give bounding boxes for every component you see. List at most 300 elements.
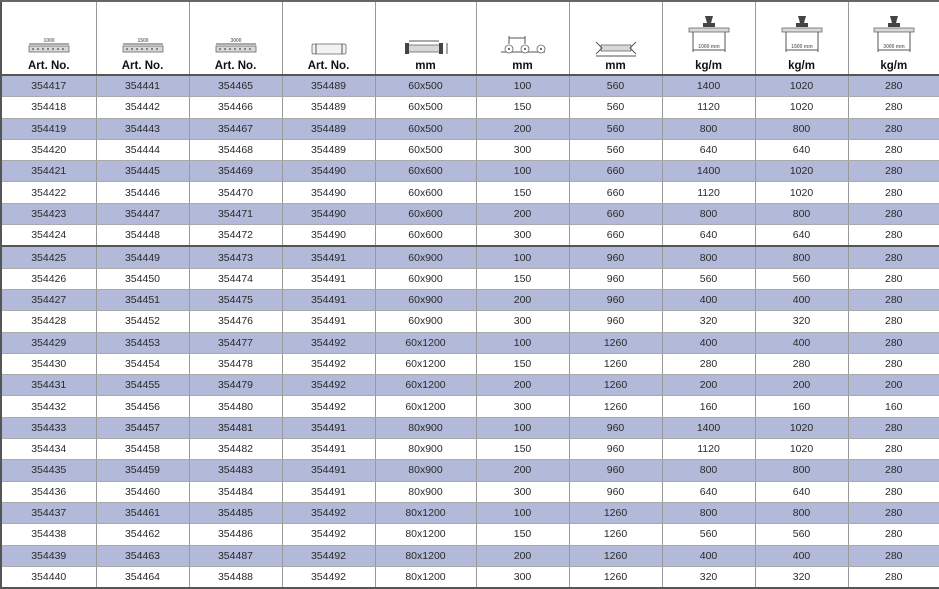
table-cell: 60x900: [375, 311, 476, 332]
table-row: [1, 375, 939, 396]
table-cell: 640: [755, 225, 848, 247]
table-cell: 1120: [662, 182, 755, 203]
table-cell: 300: [476, 225, 569, 247]
table-row: [1, 246, 939, 268]
table-cell: 354481: [189, 417, 282, 438]
table-cell: 280: [755, 353, 848, 374]
table-cell: 560: [755, 524, 848, 545]
svg-text:1500 mm: 1500 mm: [791, 44, 813, 50]
table-cell: 354483: [189, 460, 282, 481]
table-cell: 354490: [282, 182, 375, 203]
table-cell: 280: [848, 566, 939, 588]
table-cell: 280: [848, 439, 939, 460]
table-cell: 354487: [189, 545, 282, 566]
table-cell: 1260: [569, 375, 662, 396]
column-label: Art. No.: [2, 60, 96, 74]
table-cell: 354437: [1, 502, 96, 523]
table-cell: 354459: [96, 460, 189, 481]
table-cell: 1260: [569, 545, 662, 566]
profile-end-cap-icon: [307, 36, 351, 58]
table-cell: 354444: [96, 139, 189, 160]
table-cell: 354491: [282, 417, 375, 438]
table-cell: 280: [848, 353, 939, 374]
table-row: [1, 332, 939, 353]
table-cell: 354492: [282, 396, 375, 417]
table-cell: 354492: [282, 524, 375, 545]
table-cell: 280: [848, 545, 939, 566]
table-cell: 354429: [1, 332, 96, 353]
table-cell: 200: [848, 375, 939, 396]
table-cell: 200: [476, 375, 569, 396]
table-cell: 354479: [189, 375, 282, 396]
table-cell: 354489: [282, 97, 375, 118]
table-cell: 960: [569, 289, 662, 310]
table-row: [1, 97, 939, 118]
table-cell: 80x1200: [375, 502, 476, 523]
header-col-art-no-1000: [1, 1, 96, 75]
table-cell: 560: [662, 268, 755, 289]
table-cell: 354420: [1, 139, 96, 160]
table-cell: 354465: [189, 75, 282, 97]
column-label: kg/m: [663, 60, 755, 74]
table-cell: 60x900: [375, 268, 476, 289]
table-cell: 354457: [96, 417, 189, 438]
table-cell: 354419: [1, 118, 96, 139]
header-col-art-no-3000: [189, 1, 282, 75]
table-cell: 354484: [189, 481, 282, 502]
table-cell: 354448: [96, 225, 189, 247]
table-cell: 354442: [96, 97, 189, 118]
table-cell: 320: [662, 566, 755, 588]
table-cell: 660: [569, 225, 662, 247]
table-cell: 354424: [1, 225, 96, 247]
table-cell: 354474: [189, 268, 282, 289]
table-cell: 280: [848, 332, 939, 353]
table-row: [1, 460, 939, 481]
table-cell: 354492: [282, 502, 375, 523]
table-cell: 354417: [1, 75, 96, 97]
table-cell: 354491: [282, 289, 375, 310]
table-cell: 100: [476, 332, 569, 353]
table-cell: 354425: [1, 246, 96, 268]
table-cell: 60x1200: [375, 396, 476, 417]
table-cell: 354492: [282, 545, 375, 566]
table-cell: 60x500: [375, 75, 476, 97]
table-cell: 300: [476, 139, 569, 160]
table-cell: 354491: [282, 246, 375, 268]
table-cell: 60x900: [375, 289, 476, 310]
table-cell: 354423: [1, 203, 96, 224]
table-row: [1, 75, 939, 97]
table-cell: 354450: [96, 268, 189, 289]
table-cell: 354468: [189, 139, 282, 160]
table-cell: 354443: [96, 118, 189, 139]
table-cell: 300: [476, 481, 569, 502]
table-cell: 354447: [96, 203, 189, 224]
table-row: [1, 417, 939, 438]
table-cell: 1020: [755, 417, 848, 438]
table-cell: 1260: [569, 353, 662, 374]
column-label: Art. No.: [190, 60, 282, 74]
table-cell: 640: [755, 481, 848, 502]
table-cell: 354489: [282, 75, 375, 97]
load-3000-icon: [870, 14, 918, 58]
table-cell: 354445: [96, 161, 189, 182]
table-cell: 354428: [1, 311, 96, 332]
table-cell: 1260: [569, 396, 662, 417]
table-cell: 354490: [282, 225, 375, 247]
table-row: [1, 353, 939, 374]
table-cell: 280: [848, 139, 939, 160]
table-cell: 200: [476, 118, 569, 139]
table-cell: 200: [662, 375, 755, 396]
table-cell: 354490: [282, 203, 375, 224]
table-cell: 800: [662, 460, 755, 481]
table-cell: 60x600: [375, 203, 476, 224]
table-cell: 354491: [282, 481, 375, 502]
table-row: [1, 311, 939, 332]
header-row: [1, 1, 939, 75]
table-cell: 960: [569, 439, 662, 460]
table-cell: 60x1200: [375, 332, 476, 353]
table-cell: 354446: [96, 182, 189, 203]
table-cell: 354470: [189, 182, 282, 203]
table-cell: 354436: [1, 481, 96, 502]
table-cell: 60x1200: [375, 353, 476, 374]
table-cell: 354455: [96, 375, 189, 396]
table-cell: 280: [848, 289, 939, 310]
table-cell: 800: [755, 203, 848, 224]
table-cell: 354440: [1, 566, 96, 588]
table-row: [1, 439, 939, 460]
table-cell: 1260: [569, 524, 662, 545]
table-cell: 354467: [189, 118, 282, 139]
column-label: mm: [570, 60, 662, 74]
table-cell: 400: [755, 289, 848, 310]
table-cell: 354441: [96, 75, 189, 97]
table-row: [1, 203, 939, 224]
table-cell: 60x500: [375, 139, 476, 160]
table-row: [1, 161, 939, 182]
table-cell: 280: [848, 246, 939, 268]
table-cell: 280: [848, 203, 939, 224]
table-cell: 354477: [189, 332, 282, 353]
table-cell: 354488: [189, 566, 282, 588]
table-cell: 354439: [1, 545, 96, 566]
table-cell: 960: [569, 268, 662, 289]
table-cell: 150: [476, 97, 569, 118]
table-cell: 1020: [755, 439, 848, 460]
table-cell: 560: [569, 97, 662, 118]
table-row: [1, 481, 939, 502]
table-cell: 354489: [282, 118, 375, 139]
table-cell: 560: [755, 268, 848, 289]
table-cell: 560: [569, 75, 662, 97]
table-cell: 800: [662, 118, 755, 139]
table-cell: 354492: [282, 353, 375, 374]
table-cell: 354478: [189, 353, 282, 374]
table-cell: 300: [476, 566, 569, 588]
table-cell: 800: [755, 246, 848, 268]
table-cell: 354426: [1, 268, 96, 289]
table-cell: 354491: [282, 311, 375, 332]
rail-1000-icon: [27, 36, 71, 58]
table-cell: 960: [569, 311, 662, 332]
table-cell: 100: [476, 502, 569, 523]
table-cell: 354492: [282, 566, 375, 588]
table-cell: 354462: [96, 524, 189, 545]
table-cell: 354449: [96, 246, 189, 268]
table-cell: 1020: [755, 75, 848, 97]
table-cell: 80x900: [375, 417, 476, 438]
table-cell: 354491: [282, 268, 375, 289]
table-cell: 354451: [96, 289, 189, 310]
load-1000-icon: [685, 14, 733, 58]
table-cell: 354427: [1, 289, 96, 310]
table-cell: 354486: [189, 524, 282, 545]
table-cell: 560: [569, 118, 662, 139]
table-cell: 354452: [96, 311, 189, 332]
table-cell: 80x900: [375, 439, 476, 460]
table-cell: 1260: [569, 566, 662, 588]
table-cell: 160: [755, 396, 848, 417]
table-cell: 280: [848, 225, 939, 247]
table-cell: 280: [848, 268, 939, 289]
table-row: [1, 545, 939, 566]
table-cell: 200: [755, 375, 848, 396]
header-col-art-no-profile: [282, 1, 375, 75]
table-cell: 280: [848, 161, 939, 182]
table-cell: 150: [476, 524, 569, 545]
table-cell: 280: [848, 502, 939, 523]
table-cell: 354491: [282, 460, 375, 481]
table-cell: 1120: [662, 97, 755, 118]
table-cell: 280: [848, 97, 939, 118]
table-cell: 960: [569, 481, 662, 502]
table-cell: 80x900: [375, 481, 476, 502]
table-cell: 320: [662, 311, 755, 332]
header-col-load-3000: [848, 1, 939, 75]
table-cell: 160: [848, 396, 939, 417]
table-cell: 354460: [96, 481, 189, 502]
table-cell: 800: [662, 203, 755, 224]
column-label: kg/m: [756, 60, 848, 74]
table-cell: 280: [848, 75, 939, 97]
table-cell: 640: [662, 225, 755, 247]
table-row: [1, 225, 939, 247]
svg-text:1000: 1000: [43, 38, 54, 44]
table-cell: 60x900: [375, 246, 476, 268]
table-cell: 1120: [662, 439, 755, 460]
table-row: [1, 182, 939, 203]
table-cell: 100: [476, 161, 569, 182]
table-cell: 100: [476, 417, 569, 438]
table-cell: 354471: [189, 203, 282, 224]
table-row: [1, 268, 939, 289]
header-col-roller-pitch: [476, 1, 569, 75]
table-cell: 354485: [189, 502, 282, 523]
table-cell: 354491: [282, 439, 375, 460]
table-cell: 80x1200: [375, 524, 476, 545]
table-row: [1, 139, 939, 160]
table-cell: 354489: [282, 139, 375, 160]
table-row: [1, 118, 939, 139]
table-cell: 354466: [189, 97, 282, 118]
table-cell: 200: [476, 289, 569, 310]
table-cell: 560: [569, 139, 662, 160]
column-label: Art. No.: [97, 60, 189, 74]
table-cell: 300: [476, 311, 569, 332]
table-cell: 160: [662, 396, 755, 417]
table-cell: 354476: [189, 311, 282, 332]
table-row: [1, 502, 939, 523]
table-cell: 354453: [96, 332, 189, 353]
column-label: mm: [477, 60, 569, 74]
table-cell: 60x600: [375, 182, 476, 203]
svg-text:1000 mm: 1000 mm: [698, 44, 720, 50]
table-cell: 60x1200: [375, 375, 476, 396]
header-col-load-1000: [662, 1, 755, 75]
table-cell: 354490: [282, 161, 375, 182]
table-cell: 60x500: [375, 97, 476, 118]
table-cell: 320: [755, 566, 848, 588]
table-cell: 354469: [189, 161, 282, 182]
table-row: [1, 524, 939, 545]
table-cell: 354482: [189, 439, 282, 460]
table-cell: 400: [755, 332, 848, 353]
table-cell: 1020: [755, 161, 848, 182]
table-row: [1, 289, 939, 310]
table-cell: 354435: [1, 460, 96, 481]
table-cell: 660: [569, 203, 662, 224]
header-col-load-1500: [755, 1, 848, 75]
header-col-art-no-1500: [96, 1, 189, 75]
table-cell: 354421: [1, 161, 96, 182]
svg-text:3000 mm: 3000 mm: [883, 44, 905, 50]
table-body: [1, 75, 939, 588]
table-cell: 660: [569, 161, 662, 182]
table-cell: 280: [848, 311, 939, 332]
table-cell: 640: [662, 139, 755, 160]
table-cell: 354475: [189, 289, 282, 310]
table-cell: 354434: [1, 439, 96, 460]
table-cell: 800: [755, 502, 848, 523]
svg-text:1500: 1500: [137, 38, 148, 44]
table-cell: 150: [476, 182, 569, 203]
frame-width-icon: [592, 36, 640, 58]
table-cell: 640: [662, 481, 755, 502]
table-cell: 1400: [662, 161, 755, 182]
table-cell: 150: [476, 268, 569, 289]
column-label: mm: [376, 60, 476, 74]
table-cell: 354480: [189, 396, 282, 417]
table-cell: 280: [662, 353, 755, 374]
table-cell: 100: [476, 75, 569, 97]
table-cell: 280: [848, 481, 939, 502]
table-row: [1, 566, 939, 588]
column-label: Art. No.: [283, 60, 375, 74]
table-cell: 354432: [1, 396, 96, 417]
roller-pitch-icon: [499, 32, 547, 58]
table-cell: 354418: [1, 97, 96, 118]
table-cell: 640: [755, 139, 848, 160]
table-cell: 354464: [96, 566, 189, 588]
header-col-cross-section: [375, 1, 476, 75]
table-cell: 1020: [755, 182, 848, 203]
table-cell: 80x1200: [375, 566, 476, 588]
table-cell: 354463: [96, 545, 189, 566]
table-cell: 660: [569, 182, 662, 203]
table-cell: 80x1200: [375, 545, 476, 566]
table-cell: 400: [662, 289, 755, 310]
table-cell: 560: [662, 524, 755, 545]
table-cell: 320: [755, 311, 848, 332]
table-cell: 354422: [1, 182, 96, 203]
table-cell: 960: [569, 460, 662, 481]
table-cell: 1400: [662, 75, 755, 97]
table-cell: 100: [476, 246, 569, 268]
table-cell: 300: [476, 396, 569, 417]
table-cell: 354431: [1, 375, 96, 396]
table-cell: 400: [662, 545, 755, 566]
table-cell: 960: [569, 246, 662, 268]
table-cell: 280: [848, 460, 939, 481]
table-cell: 800: [662, 246, 755, 268]
table-cell: 354492: [282, 332, 375, 353]
table-cell: 800: [755, 118, 848, 139]
table-cell: 1020: [755, 97, 848, 118]
table-cell: 354430: [1, 353, 96, 374]
load-1500-icon: [778, 14, 826, 58]
table-cell: 800: [755, 460, 848, 481]
table-cell: 354492: [282, 375, 375, 396]
table-cell: 354454: [96, 353, 189, 374]
table-cell: 354472: [189, 225, 282, 247]
table-cell: 354433: [1, 417, 96, 438]
table-cell: 200: [476, 460, 569, 481]
table-cell: 354438: [1, 524, 96, 545]
table-cell: 960: [569, 417, 662, 438]
table-cell: 400: [662, 332, 755, 353]
table-row: [1, 396, 939, 417]
header-col-frame-width: [569, 1, 662, 75]
table-cell: 280: [848, 182, 939, 203]
table-cell: 1400: [662, 417, 755, 438]
table-cell: 400: [755, 545, 848, 566]
table-cell: 280: [848, 524, 939, 545]
table-cell: 354473: [189, 246, 282, 268]
table-cell: 1260: [569, 502, 662, 523]
table-cell: 80x900: [375, 460, 476, 481]
table-cell: 60x500: [375, 118, 476, 139]
column-label: kg/m: [849, 60, 939, 74]
table-cell: 280: [848, 417, 939, 438]
table-cell: 150: [476, 439, 569, 460]
table-cell: 60x600: [375, 161, 476, 182]
table-cell: 354458: [96, 439, 189, 460]
svg-text:3000: 3000: [230, 38, 241, 44]
table-cell: 150: [476, 353, 569, 374]
table-cell: 354456: [96, 396, 189, 417]
table-cell: 354461: [96, 502, 189, 523]
table-cell: 280: [848, 118, 939, 139]
table-cell: 200: [476, 203, 569, 224]
table-cell: 200: [476, 545, 569, 566]
table-cell: 1260: [569, 332, 662, 353]
rail-1500-icon: [121, 36, 165, 58]
table-cell: 60x600: [375, 225, 476, 247]
table-cell: 800: [662, 502, 755, 523]
